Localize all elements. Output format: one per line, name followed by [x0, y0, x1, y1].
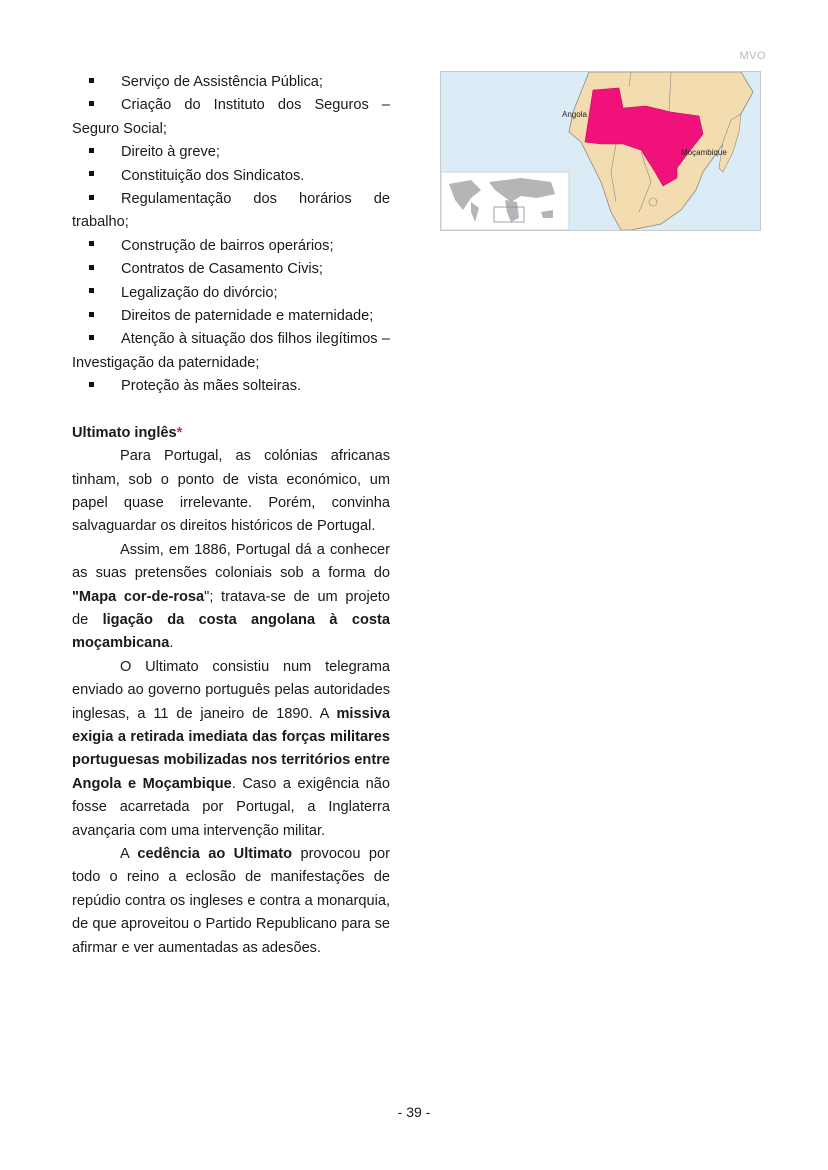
list-item-text: Legalização do divórcio; [121, 284, 278, 301]
text-run: A [120, 846, 138, 862]
bold-run: cedência ao Ultimato [137, 846, 293, 862]
bullet-icon [89, 148, 94, 153]
paragraph-4 [72, 843, 390, 960]
list-item-text: Construção de bairros operários; [121, 237, 334, 254]
map-label-angola: Angola [562, 110, 587, 119]
list-item-text: Constituição dos Sindicatos. [121, 167, 305, 184]
bold-run: Mapa cor-de-rosa [78, 588, 205, 605]
text-run: " [72, 588, 79, 605]
bullet-icon [89, 171, 94, 176]
list-item [72, 282, 390, 305]
bullet-icon [89, 241, 94, 246]
text-run: . Caso a exigência não fosse acarretada por Portugal, a Inglaterra avançaria com uma intervenção militar. [72, 775, 391, 839]
text-run: O Ultimato consistiu num telegrama enviado ao governo português pelas autoridades inglesas, a 11 de janeiro de 1890. A [72, 658, 390, 722]
section-title: Ultimato inglês [72, 424, 177, 441]
text-run: " [204, 588, 210, 605]
paragraph-3 [72, 656, 390, 843]
list-item-text: Direito à greve; [121, 144, 220, 161]
paragraph-1: Para Portugal, as colónias africanas tinham, sob o ponto de vista económico, um papel quase irrelevante. Porém, convinha salvaguardar os direitos históricos de Portugal. [72, 448, 390, 535]
bullet-icon [89, 288, 94, 293]
bullet-icon [89, 101, 94, 106]
bullet-icon [89, 312, 94, 317]
text-column [72, 71, 390, 960]
list-item-text: Regulamentação dos horários de trabalho; [72, 191, 390, 231]
bullet-icon [89, 265, 94, 270]
list-item-text: Atenção à situação dos filhos ilegítimos – Investigação da paternidade; [72, 331, 390, 371]
list-item [72, 258, 390, 281]
list-item [72, 141, 390, 164]
header-tag: MVO [739, 50, 766, 62]
paragraph-2 [72, 539, 390, 656]
list-item [72, 165, 390, 188]
list-item-text: Contratos de Casamento Civis; [121, 261, 323, 278]
page-number: - 39 - [397, 1104, 431, 1120]
bold-run: ligação da costa angolana à costa moçambicana [72, 611, 390, 652]
bullet-icon [89, 335, 94, 340]
list-item-text: Serviço de Assistência Pública; [121, 74, 323, 90]
text-run: Assim, em 1886, Portugal dá a conhecer as suas pretensões coloniais sob a forma do [72, 541, 390, 582]
text-run: . [169, 635, 174, 652]
list-item [72, 71, 390, 94]
text-run: provocou por todo o reino a eclosão de manifestações de repúdio contra os ingleses e contra a monarquia, de que aproveitou o Partido Republicano para se afirmar e ver aumentadas as adesões. [72, 846, 390, 956]
list-item-text: Proteção às mães solteiras. [121, 378, 302, 395]
bullet-icon [89, 195, 94, 200]
list-item [72, 328, 390, 375]
bold-run: missiva exigia a retirada imediata das forças militares portuguesas mobilizadas nos territórios entre Angola e Moçambique [72, 705, 390, 792]
map-figure [440, 71, 761, 231]
list-item [72, 375, 390, 398]
bullet-icon [89, 78, 94, 83]
list-item-text: Direitos de paternidade e maternidade; [121, 308, 374, 325]
asterisk-mark: * [176, 424, 183, 441]
list-item-text: Criação do Instituto dos Seguros – Seguro Social; [72, 97, 390, 137]
bullet-icon [89, 382, 94, 387]
list-item [72, 235, 390, 258]
list-item [72, 188, 390, 235]
text-run: ; tratava-se de um projeto de [72, 588, 390, 628]
section-heading [72, 422, 390, 445]
list-item [72, 94, 390, 141]
map-label-mocambique: Moçambique [681, 148, 727, 157]
list-item [72, 305, 390, 328]
